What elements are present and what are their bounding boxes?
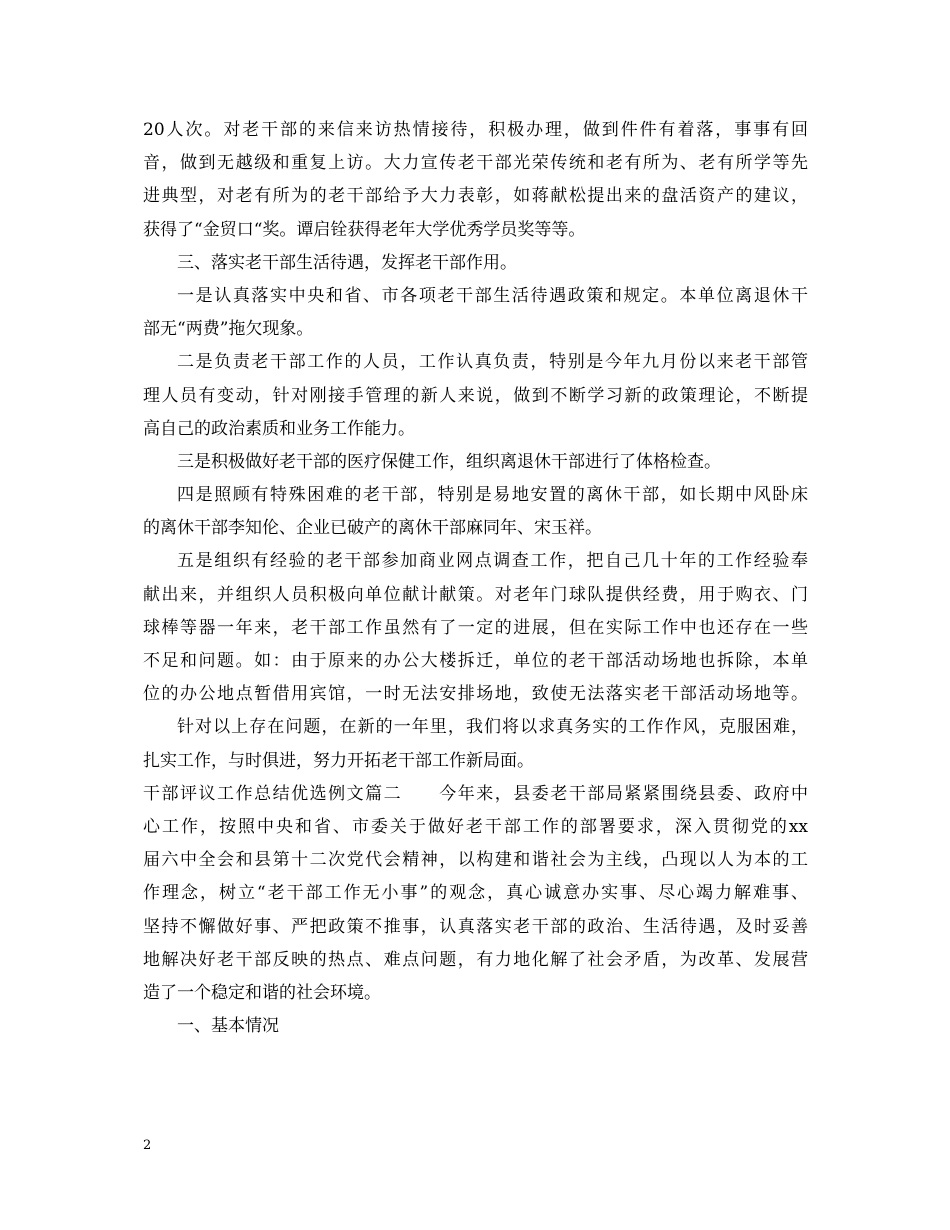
text-line: 心工作，按照中央和省、市委关于做好老干部工作的部署要求，深入贯彻党的xx: [143, 816, 808, 837]
text-line: 位的办公地点暂借用宾馆，一时无法安排场地，致使无法落实老干部活动场地等。: [143, 684, 808, 705]
text-line: 三、落实老干部生活待遇，发挥老干部作用。: [177, 252, 517, 273]
text-line: 四是照顾有特殊困难的老干部，特别是易地安置的离休干部，如长期中风卧床: [177, 485, 808, 506]
text-line: 坚持不懈做好事、严把政策不推事，认真落实老干部的政治、生活待遇，及时妥善: [143, 916, 808, 937]
text-line: 五是组织有经验的老干部参加商业网点调查工作，把自己几十年的工作经验奉: [177, 551, 808, 572]
text-line: 届六中全会和县第十二次党代会精神，以构建和谐社会为主线，凸现以人为本的工: [143, 850, 808, 871]
text-line: 献出来，并组织人员积极向单位献计献策。对老年门球队提供经费，用于购衣、门: [143, 584, 808, 605]
document-body: [143, 114, 808, 1043]
text-line: 球棒等器一年来，老干部工作虽然有了一定的进展，但在实际工作中也还存在一些: [143, 617, 808, 638]
text-line: 进典型，对老有所为的老干部给予大力表彰，如蒋献松提出来的盘活资产的建议，: [143, 186, 808, 207]
text-line: 获得了“金贸口“奖。谭启铨获得老年大学优秀学员奖等等。: [143, 219, 586, 240]
text-line: 二是负责老干部工作的人员，工作认真负责，特别是今年九月份以来老干部管: [177, 352, 808, 373]
text-line: 干部评议工作总结优选例文篇二 今年来，县委老干部局紧紧围绕县委、政府中: [143, 783, 808, 804]
text-line: 部无“两费”拖欠现象。: [143, 319, 314, 340]
text-line: 的离休干部李知伦、企业已破产的离休干部麻同年、宋玉祥。: [143, 518, 602, 539]
text-line: 扎实工作，与时俱进，努力开拓老干部工作新局面。: [143, 750, 534, 771]
text-line: 一是认真落实中央和省、市各项老干部生活待遇政策和规定。本单位离退休干: [177, 285, 808, 306]
page-number: 2: [143, 1138, 152, 1153]
text-line: 一、基本情况: [177, 1016, 279, 1037]
text-line: 理人员有变动，针对刚接手管理的新人来说，做到不断学习新的政策理论，不断提: [143, 385, 808, 406]
text-line: 造了一个稳定和谐的社会环境。: [143, 982, 381, 1003]
text-line: 三是积极做好老干部的医疗保健工作，组织离退休干部进行了体格检查。: [177, 451, 721, 472]
text-line: 不足和问题。如：由于原来的办公大楼拆迁，单位的老干部活动场地也拆除，本单: [143, 651, 808, 671]
text-line: 20人次。对老干部的来信来访热情接待，积极办理，做到件件有着落，事事有回: [143, 120, 808, 140]
text-line: 音，做到无越级和重复上访。大力宣传老干部光荣传统和老有所为、老有所学等先: [143, 153, 808, 174]
text-line: 高自己的政治素质和业务工作能力。: [143, 418, 415, 439]
text-line: 作理念，树立“老干部工作无小事”的观念，真心诚意办实事、尽心竭力解难事、: [143, 883, 808, 904]
text-line: 针对以上存在问题，在新的一年里，我们将以求真务实的工作作风，克服困难，: [177, 717, 808, 738]
text-line: 地解决好老干部反映的热点、难点问题，有力地化解了社会矛盾，为改革、发展营: [143, 949, 808, 970]
